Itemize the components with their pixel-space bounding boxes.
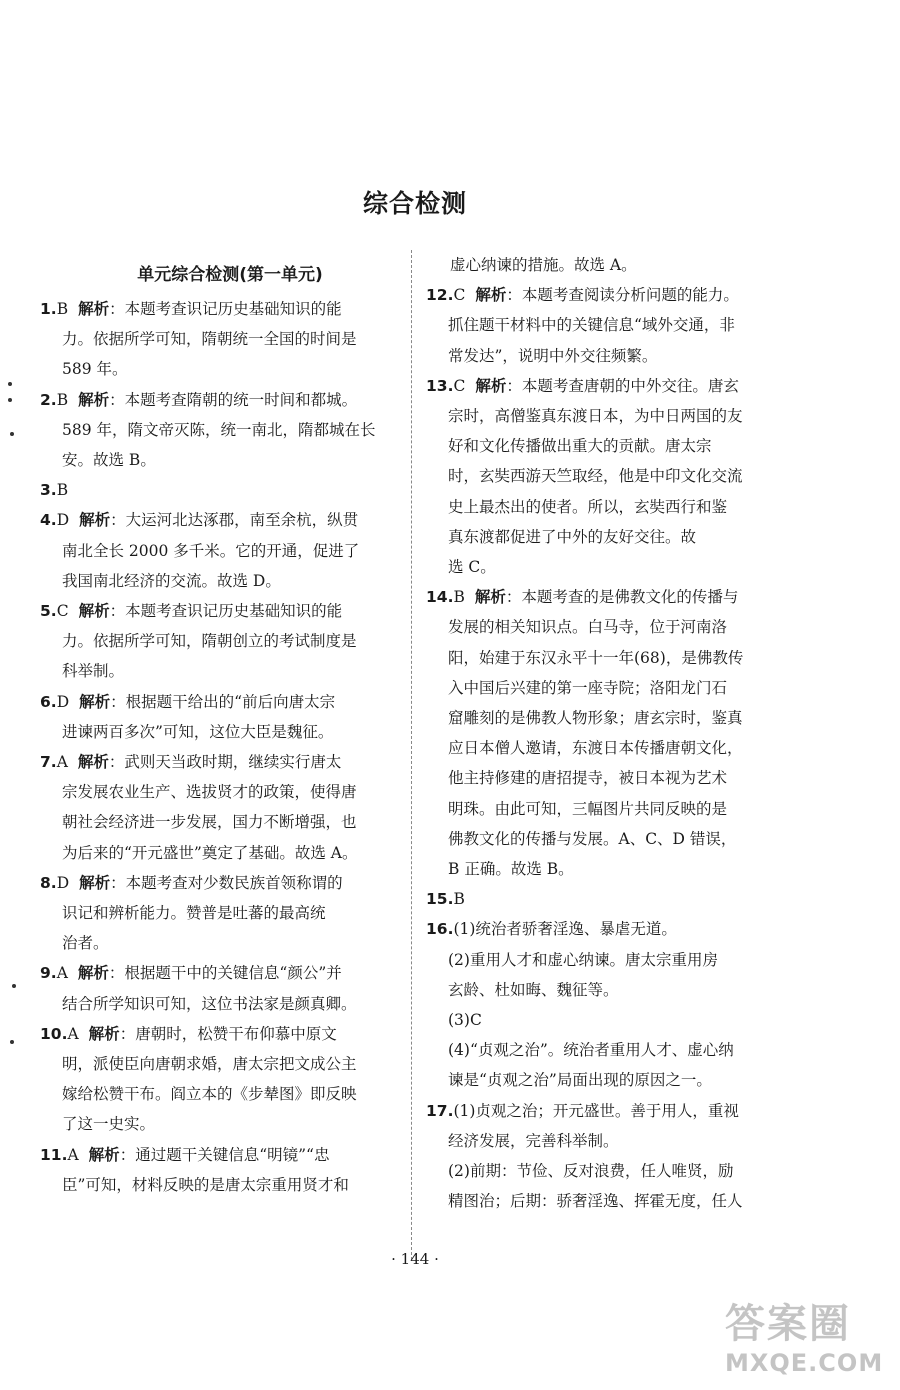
page-number: · 144 · <box>391 1250 439 1268</box>
answer-entry <box>426 884 794 914</box>
entry-text-line: 窟雕刻的是佛教人物形象；唐玄宗时，鉴真 <box>448 709 743 728</box>
watermark-line2: MXQE.COM <box>725 1349 884 1377</box>
answer-entry <box>40 1019 420 1049</box>
entry-text-line: 589 年。 <box>62 360 128 379</box>
entry-text: ：本题考查识记历史基础知识的能 <box>109 300 342 318</box>
question-number: 12. <box>426 286 454 305</box>
entry-text-line: 力。依据所学可知，隋朝创立的考试制度是 <box>62 632 357 651</box>
answer-letter: C <box>453 286 466 305</box>
entry-text: ：本题考查识记历史基础知识的能 <box>109 602 343 621</box>
entry-text-line: 发展的相关知识点。白马寺，位于河南洛 <box>448 618 728 637</box>
entry-text: ：本题考查的是佛教文化的传播与 <box>505 588 739 607</box>
question-number: 17. <box>426 1101 454 1120</box>
answer-letter: B <box>56 481 69 500</box>
entry-text-line: 入中国后兴建的第一座寺院；洛阳龙门石 <box>448 678 728 697</box>
sub-answer-line: (2)前期：节俭、反对浪费，任人唯贤，励 <box>448 1162 734 1181</box>
entry-text-line: 嫁给松赞干布。阎立本的《步辇图》即反映 <box>62 1085 357 1104</box>
answer-letter: C <box>453 376 466 395</box>
answer-entry <box>40 596 420 626</box>
entry-text: ：根据题干给出的“前后向唐太宗 <box>110 692 336 711</box>
answer-entry <box>426 582 794 612</box>
entry-text: ：唐朝时，松赞干布仰慕中原文 <box>119 1024 337 1043</box>
entry-text-line: 阳，始建于东汉永平十一年(68)，是佛教传 <box>448 648 744 667</box>
answer-letter: A <box>56 753 68 772</box>
answer-entry <box>40 385 420 415</box>
question-number: 6. <box>40 692 57 711</box>
answer-letter: C <box>56 602 69 621</box>
margin-mark <box>8 398 12 402</box>
answer-letter: A <box>67 1024 79 1043</box>
analysis-label: 解析 <box>77 964 109 983</box>
entry-text-line: 宗时，高僧鉴真东渡日本，为中日两国的友 <box>448 407 743 426</box>
analysis-label: 解析 <box>77 753 109 772</box>
answer-letter: D <box>56 873 70 892</box>
question-number: 16. <box>426 920 454 939</box>
sub-answer-line: 精图治；后期：骄奢淫逸、挥霍无度，任人 <box>448 1192 743 1211</box>
entry-text-line: 好和文化传播做出重大的贡献。唐太宗 <box>448 437 712 456</box>
entry-text-line: 科举制。 <box>62 662 125 681</box>
answer-entry <box>426 914 794 944</box>
analysis-label: 解析 <box>79 692 111 711</box>
sub-answer-line: 玄龄、杜如晦、魏征等。 <box>448 980 619 999</box>
entry-text-line: 佛教文化的传播与发展。A、C、D 错误， <box>448 829 737 848</box>
entry-text-line: 朝社会经济进一步发展，国力不断增强，也 <box>62 813 357 832</box>
answer-letter: B <box>56 390 69 409</box>
question-number: 10. <box>40 1024 68 1043</box>
answer-entry <box>426 371 794 401</box>
entry-text-line: 常发达”，说明中外交往频繁。 <box>448 346 658 365</box>
entry-text-line: 治者。 <box>62 934 109 953</box>
question-number: 11. <box>40 1145 68 1164</box>
entry-text-line: 宗发展农业生产、选拔贤才的政策，使得唐 <box>62 783 357 802</box>
entry-text: ：本题考查隋朝的统一时间和都城。 <box>109 390 358 409</box>
analysis-label: 解析 <box>78 602 110 621</box>
answer-letter: A <box>56 964 68 983</box>
answer-entry <box>40 475 420 505</box>
answer-letter: A <box>67 1145 79 1164</box>
entry-text-line: 明珠。由此可知，三幅图片共同反映的是 <box>448 799 728 818</box>
analysis-label: 解析 <box>79 511 111 530</box>
question-number: 4. <box>40 511 57 530</box>
entry-text: ：通过题干关键信息“明镜”“忠 <box>119 1145 330 1164</box>
answer-letter: B <box>453 890 465 909</box>
answer-entry <box>40 747 420 777</box>
left-entries <box>40 294 420 1200</box>
entry-text: ：武则天当政时期，继续实行唐太 <box>108 753 342 772</box>
entry-text-line: 我国南北经济的交流。故选 D。 <box>62 571 281 590</box>
question-number: 9. <box>40 964 57 983</box>
entry-text-line: 安。故选 B。 <box>62 451 156 470</box>
right-column <box>426 250 794 1217</box>
entry-text-line: 力。依据所学可知，隋朝统一全国的时间是 <box>62 330 357 349</box>
answer-entry <box>40 505 420 535</box>
entry-text-line: 了这一史实。 <box>62 1115 156 1134</box>
watermark-logo <box>725 1300 895 1386</box>
answer-letter: B <box>453 588 465 607</box>
analysis-label: 解析 <box>88 1145 120 1164</box>
margin-mark <box>10 1040 14 1044</box>
analysis-label: 解析 <box>79 873 111 892</box>
sub-answer-line: 经济发展，完善科举制。 <box>448 1131 619 1150</box>
entry-text-line: 选 C。 <box>448 558 496 577</box>
section-heading: 单元综合检测(第一单元) <box>137 265 323 285</box>
question-number: 2. <box>40 390 57 409</box>
answer-entry <box>426 1096 794 1126</box>
question-number: 8. <box>40 873 57 892</box>
analysis-label: 解析 <box>78 300 110 318</box>
entry-text-line: 南北全长 2000 多千米。它的开通，促进了 <box>62 541 360 560</box>
entry-text: ：本题考查阅读分析问题的能力。 <box>506 286 739 305</box>
margin-mark <box>12 984 16 988</box>
entry-text-line: 结合所学知识可知，这位书法家是颜真卿。 <box>62 994 357 1013</box>
entry-text-line: 进谏两百多次”可知，这位大臣是魏征。 <box>62 722 334 741</box>
page-title: 综合检测 <box>362 189 467 218</box>
question-number: 15. <box>426 890 454 909</box>
entry-text-line: 抓住题干材料中的关键信息“域外交通，非 <box>448 316 735 335</box>
question-number: 1. <box>40 300 57 318</box>
left-column <box>40 250 420 1200</box>
answer-entry <box>40 294 420 324</box>
analysis-label: 解析 <box>475 376 507 395</box>
analysis-label: 解析 <box>475 286 507 305</box>
entry-text-line: B 正确。故选 B。 <box>448 860 574 879</box>
sub-answer-line: (3)C <box>448 1011 482 1030</box>
entry-text-line: 他主持修建的唐招提寺，被日本视为艺术 <box>448 769 728 788</box>
question-number: 13. <box>426 376 454 395</box>
answer-entry <box>40 687 420 717</box>
analysis-label: 解析 <box>78 390 110 409</box>
question-number: 14. <box>426 588 454 607</box>
entry-text: ：根据题干中的关键信息“颜公”并 <box>108 964 342 983</box>
entry-text-line: 明，派使臣向唐朝求婚，唐太宗把文成公主 <box>62 1055 357 1074</box>
entry-text-line: 为后来的“开元盛世”奠定了基础。故选 A。 <box>62 843 358 862</box>
entry-text: (1)统治者骄奢淫逸、暴虐无道。 <box>453 920 677 939</box>
entry-text-line: 臣”可知，材料反映的是唐太宗重用贤才和 <box>62 1175 349 1194</box>
carry-over-line: 虚心纳谏的措施。故选 A。 <box>450 256 637 274</box>
question-number: 5. <box>40 602 57 621</box>
sub-answer-line: (4)“贞观之治”。统治者重用人才、虚心纳 <box>448 1041 734 1060</box>
entry-text: ：本题考查对少数民族首领称谓的 <box>110 873 343 892</box>
margin-mark <box>10 432 14 436</box>
analysis-label: 解析 <box>474 588 506 607</box>
margin-mark <box>8 382 12 386</box>
entry-text-line: 真东渡都促进了中外的友好交往。故 <box>448 527 697 546</box>
answer-entry <box>40 958 420 988</box>
right-entries <box>426 280 794 1216</box>
question-number: 3. <box>40 481 57 500</box>
answer-entry <box>40 868 420 898</box>
entry-text: ：本题考查唐朝的中外交往。唐玄 <box>506 376 739 395</box>
analysis-label: 解析 <box>88 1024 120 1043</box>
entry-text-line: 589 年，隋文帝灭陈，统一南北，隋都城在长 <box>62 420 376 439</box>
entry-text-line: 史上最杰出的使者。所以，玄奘西行和鉴 <box>448 497 728 516</box>
entry-text-line: 时，玄奘西游天竺取经，他是中印文化交流 <box>448 467 743 486</box>
watermark-line1: 答案圈 <box>725 1301 851 1347</box>
entry-text-line: 应日本僧人邀请，东渡日本传播唐朝文化， <box>448 739 743 758</box>
entry-text: ：大运河北达涿郡，南至余杭，纵贯 <box>110 511 359 530</box>
answer-letter: D <box>56 511 70 530</box>
sub-answer-line: 谏是“贞观之治”局面出现的原因之一。 <box>448 1071 712 1090</box>
entry-text-line: 识记和辨析能力。赞普是吐蕃的最高统 <box>62 904 326 923</box>
answer-entry <box>426 280 794 310</box>
answer-entry <box>40 1140 420 1170</box>
question-number: 7. <box>40 753 57 772</box>
answer-letter: D <box>56 692 70 711</box>
entry-text: (1)贞观之治；开元盛世。善于用人，重视 <box>453 1101 739 1120</box>
answer-letter: B <box>56 300 69 318</box>
sub-answer-line: (2)重用人才和虚心纳谏。唐太宗重用房 <box>448 950 718 969</box>
